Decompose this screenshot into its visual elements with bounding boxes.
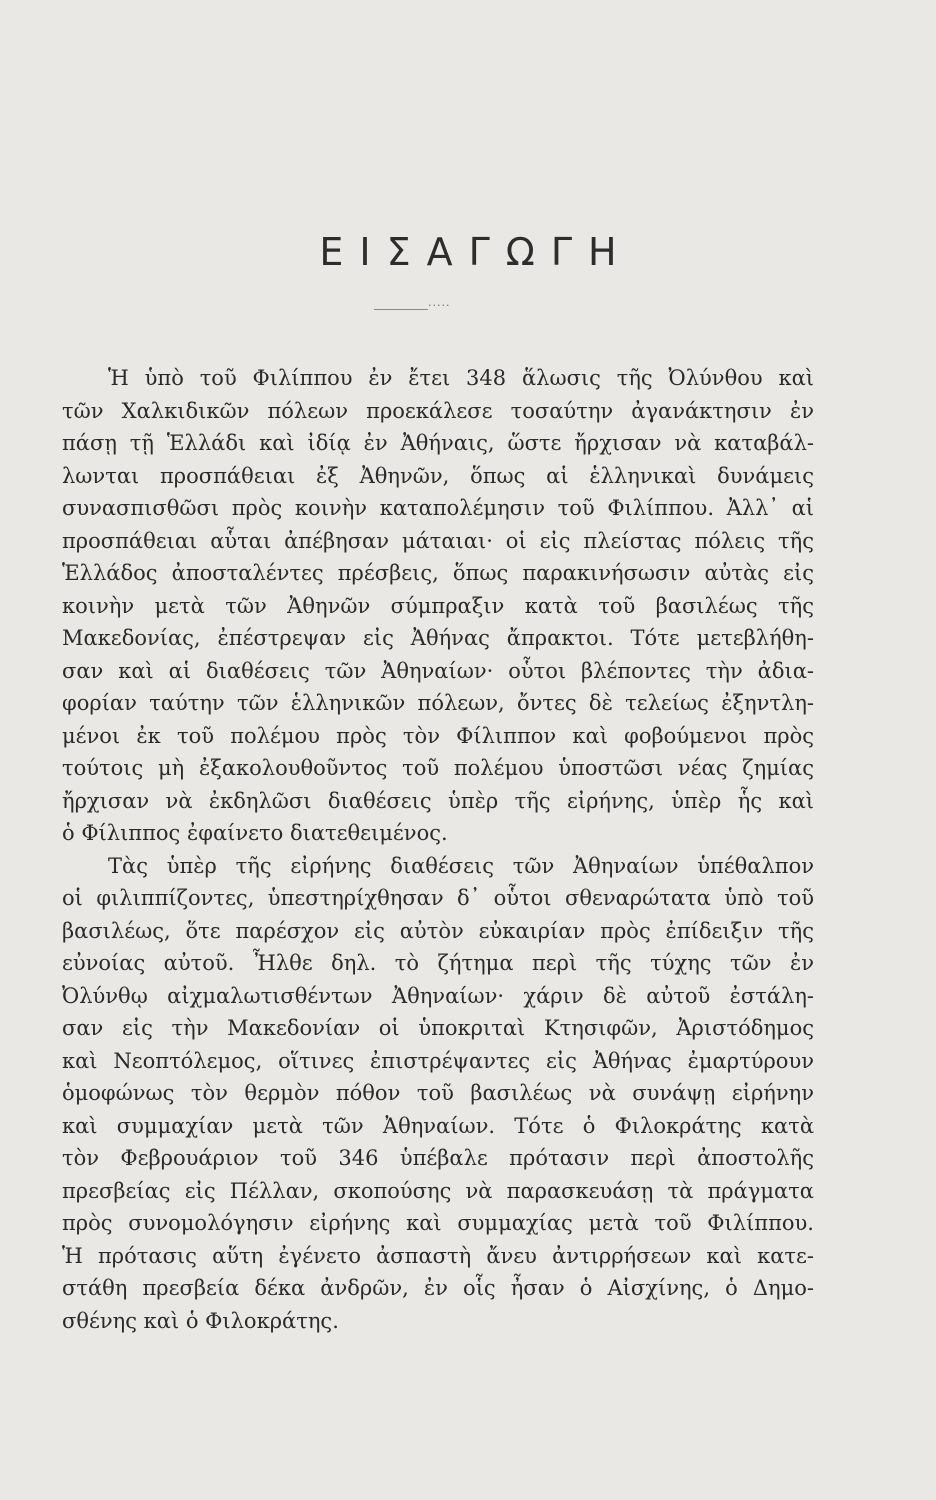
text-line: Ἡ πρότασις αὕτη ἐγένετο ἀσπαστὴ ἄνευ ἀντιρρήσεων καὶ κατε- xyxy=(62,1243,814,1268)
text-line: ὁμοφώνως τὸν θερμὸν πόθον τοῦ βασιλέως νὰ συνάψῃ εἰρήνην xyxy=(62,1081,814,1105)
text-line: σαν καὶ αἱ διαθέσεις τῶν Ἀθηναίων· οὗτοι βλέποντες τὴν ἀδια- xyxy=(62,658,814,683)
text-line: κοινὴν μετὰ τῶν Ἀθηνῶν σύμπραξιν κατὰ τοῦ βασιλέως τῆς xyxy=(62,593,814,618)
text-line: στάθη πρεσβεία δέκα ἀνδρῶν, ἐν οἷς ἦσαν ὁ Αἰσχίνης, ὁ Δημο- xyxy=(62,1276,814,1300)
text-line: οἱ φιλιππίζοντες, ὑπεστηρίχθησαν δ᾽ οὗτοι σθεναρώτατα ὑπὸ τοῦ xyxy=(62,886,814,910)
text-line: Ἑλλάδος ἀποσταλέντες πρέσβεις, ὅπως παρακινήσωσιν αὐτὰς εἰς xyxy=(62,561,814,585)
text-line: ἤρχισαν νὰ ἐκδηλῶσι διαθέσεις ὑπὲρ τῆς εἰρήνης, ὑπὲρ ἧς καὶ xyxy=(62,788,814,813)
heading-rule xyxy=(374,309,428,310)
text-line: προσπάθειαι αὗται ἀπέβησαν μάταιαι· οἱ εἰς πλείστας πόλεις τῆς xyxy=(62,528,814,553)
text-line: Μακεδονίας, ἐπέστρεψαν εἰς Ἀθήνας ἄπρακτοι. Τότε μετεβλήθη- xyxy=(62,626,814,650)
chapter-heading: ΕΙΣΑΓΩΓΗ xyxy=(319,230,633,274)
text-line: μένοι ἐκ τοῦ πολέμου πρὸς τὸν Φίλιππον καὶ φοβούμενοι πρὸς xyxy=(62,723,814,748)
text-line: τῶν Χαλκιδικῶν πόλεων προεκάλεσε τοσαύτην ἀγανάκτησιν ἐν xyxy=(62,398,814,423)
heading-ornament: ..... xyxy=(428,296,451,309)
text-line: λωνται προσπάθειαι ἐξ Ἀθηνῶν, ὅπως αἱ ἑλληνικαὶ δυνάμεις xyxy=(62,463,814,488)
text-line: βασιλέως, ὅτε παρέσχον εἰς αὐτὸν εὐκαιρίαν πρὸς ἐπίδειξιν τῆς xyxy=(62,918,814,943)
text-line: τούτοις μὴ ἐξακολουθοῦντος τοῦ πολέμου ὑποστῶσι νέας ζημίας xyxy=(62,756,814,780)
body-text xyxy=(62,362,814,1337)
text-line: Ἡ ὑπὸ τοῦ Φιλίππου ἐν ἔτει 348 ἅλωσις τῆς Ὀλύνθου καὶ xyxy=(108,366,814,390)
text-line: ὁ Φίλιππος ἐφαίνετο διατεθειμένος. xyxy=(62,821,448,845)
text-line: καὶ Νεοπτόλεμος, οἵτινες ἐπιστρέψαντες εἰς Ἀθήνας ἐμαρτύρουν xyxy=(62,1048,814,1073)
text-line: καὶ συμμαχίαν μετὰ τῶν Ἀθηναίων. Τότε ὁ Φιλοκράτης κατὰ xyxy=(62,1113,814,1138)
text-line: σαν εἰς τὴν Μακεδονίαν οἱ ὑποκριταὶ Κτησιφῶν, Ἀριστόδημος xyxy=(62,1016,814,1040)
text-line: πρὸς συνομολόγησιν εἰρήνης καὶ συμμαχίας μετὰ τοῦ Φιλίππου. xyxy=(62,1211,814,1235)
text-line: τὸν Φεβρουάριον τοῦ 346 ὑπέβαλε πρότασιν περὶ ἀποστολῆς xyxy=(62,1146,814,1170)
text-line: συνασπισθῶσι πρὸς κοινὴν καταπολέμησιν τοῦ Φιλίππου. Ἀλλ᾽ αἱ xyxy=(62,496,814,520)
text-line: εὐνοίας αὐτοῦ. Ἦλθε δηλ. τὸ ζήτημα περὶ τῆς τύχης τῶν ἐν xyxy=(62,951,814,975)
text-line: Τὰς ὑπὲρ τῆς εἰρήνης διαθέσεις τῶν Ἀθηναίων ὑπέθαλπον xyxy=(108,853,814,878)
text-line: φορίαν ταύτην τῶν ἑλληνικῶν πόλεων, ὄντες δὲ τελείως ἐξηντλη- xyxy=(62,691,814,715)
text-line: πρεσβείας εἰς Πέλλαν, σκοπούσης νὰ παρασκευάσῃ τὰ πράγματα xyxy=(62,1178,814,1203)
text-line: σθένης καὶ ὁ Φιλοκράτης. xyxy=(62,1308,339,1333)
text-line: Ὀλύνθῳ αἰχμαλωτισθέντων Ἀθηναίων· χάριν δὲ αὐτοῦ ἐστάλη- xyxy=(62,983,814,1008)
text-line: πάσῃ τῇ Ἑλλάδι καὶ ἰδίᾳ ἐν Ἀθήναις, ὥστε ἤρχισαν νὰ καταβάλ- xyxy=(62,431,814,455)
